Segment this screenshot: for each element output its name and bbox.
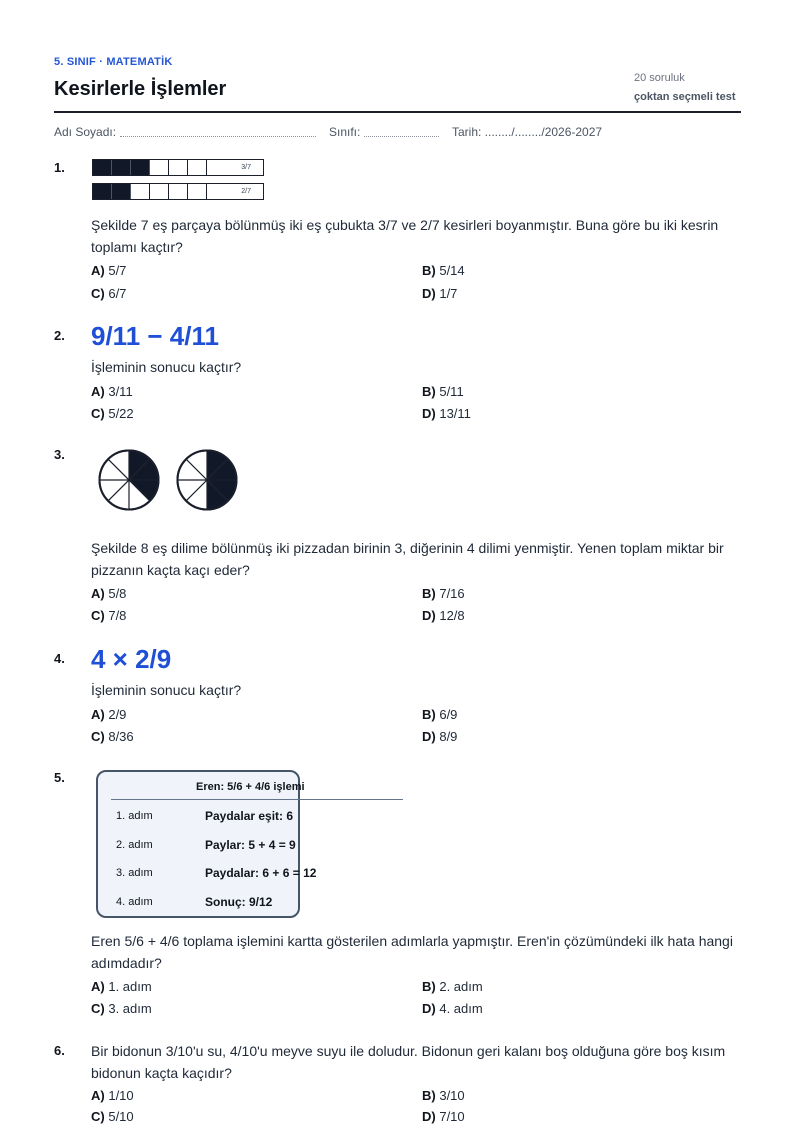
- option-b[interactable]: [422, 384, 464, 399]
- option-c[interactable]: [91, 406, 134, 421]
- option-value: 1/10: [108, 1088, 134, 1103]
- bar-segment-filled: [131, 160, 150, 175]
- step-value: Paydalar: 6 + 6 = 12: [205, 866, 317, 880]
- option-value: 2. adım: [439, 979, 483, 994]
- option-b[interactable]: [422, 1088, 465, 1103]
- option-letter: B): [422, 586, 436, 601]
- step-label: 3. adım: [116, 867, 153, 879]
- step-value: Paydalar eşit: 6: [205, 809, 294, 823]
- option-d[interactable]: [422, 608, 465, 623]
- bar-segment-filled: [93, 160, 112, 175]
- step-value: Paylar: 5 + 4 = 9: [205, 838, 296, 852]
- option-value: 7/16: [439, 586, 465, 601]
- option-b[interactable]: [422, 707, 457, 722]
- option-c[interactable]: [91, 729, 134, 744]
- test-type: çoktan seçmeli test: [634, 91, 736, 103]
- option-value: 8/9: [439, 729, 458, 744]
- question-number: 5.: [54, 770, 65, 785]
- math-expression: 9/11 − 4/11: [91, 321, 219, 351]
- question-number: 6.: [54, 1043, 65, 1058]
- pizza-2: [178, 451, 237, 510]
- question-text: İşleminin sonucu kaçtır?: [91, 359, 242, 375]
- option-value: 4. adım: [439, 1001, 483, 1016]
- option-letter: B): [422, 1088, 436, 1103]
- step-label: 1. adım: [116, 810, 153, 822]
- bar-segment: [169, 160, 188, 175]
- option-letter: C): [91, 286, 105, 301]
- option-c[interactable]: [91, 286, 126, 301]
- option-value: 7/10: [439, 1109, 465, 1124]
- option-letter: C): [91, 1001, 105, 1016]
- option-value: 6/9: [439, 707, 458, 722]
- question-number: 4.: [54, 651, 65, 666]
- pizza-figure: [96, 448, 242, 514]
- question-text: Eren 5/6 + 4/6 toplama işlemini kartta gösterilen adımlarla yapmıştır. Eren'in çözümündeki ilk hata hangi adımdadır?: [91, 933, 733, 971]
- fraction-bar: [92, 183, 264, 200]
- option-value: 1/7: [439, 286, 458, 301]
- option-letter: D): [422, 729, 436, 744]
- question-number: 1.: [54, 160, 65, 175]
- option-letter: B): [422, 384, 436, 399]
- option-a[interactable]: [91, 586, 126, 601]
- option-letter: D): [422, 1001, 436, 1016]
- math-expression: 4 × 2/9: [91, 644, 172, 674]
- option-letter: B): [422, 707, 436, 722]
- option-letter: C): [91, 729, 105, 744]
- option-a[interactable]: [91, 263, 126, 278]
- option-value: 3/11: [108, 384, 133, 399]
- option-letter: A): [91, 586, 105, 601]
- option-letter: A): [91, 979, 105, 994]
- option-letter: D): [422, 406, 436, 421]
- option-c[interactable]: [91, 1109, 134, 1124]
- bar-segment-filled: [112, 184, 131, 199]
- bar-segment: [131, 184, 150, 199]
- bar-segment: [188, 160, 207, 175]
- option-value: 5/22: [108, 406, 134, 421]
- option-letter: C): [91, 1109, 105, 1124]
- option-letter: B): [422, 263, 436, 278]
- option-b[interactable]: [422, 979, 483, 994]
- option-value: 8/36: [108, 729, 134, 744]
- date-label: Tarih: ......../......../2026-2027: [452, 125, 603, 139]
- option-letter: C): [91, 406, 105, 421]
- option-a[interactable]: [91, 1088, 134, 1103]
- step-label: 2. adım: [116, 839, 153, 851]
- class-label: Sınıfı:: [329, 125, 361, 139]
- question-count: 20 soruluk: [634, 72, 685, 84]
- option-value: 1. adım: [108, 979, 152, 994]
- bar-segment: [169, 184, 188, 199]
- option-value: 5/10: [108, 1109, 134, 1124]
- option-d[interactable]: [422, 406, 471, 421]
- header-rule: [54, 111, 741, 113]
- option-d[interactable]: [422, 286, 457, 301]
- name-label: Adı Soyadı:: [54, 125, 117, 139]
- option-letter: B): [422, 979, 436, 994]
- name-field[interactable]: [120, 136, 316, 137]
- option-c[interactable]: [91, 608, 126, 623]
- question-text: İşleminin sonucu kaçtır?: [91, 682, 242, 698]
- option-value: 6/7: [108, 286, 127, 301]
- question-text: Şekilde 7 eş parçaya bölünmüş iki eş çubukta 3/7 ve 2/7 kesirleri boyanmıştır. Buna göre bu iki kesrin toplamı kaçtır?: [91, 217, 719, 255]
- option-value: 7/8: [108, 608, 127, 623]
- option-letter: A): [91, 1088, 105, 1103]
- option-value: 3. adım: [108, 1001, 152, 1016]
- option-letter: D): [422, 1109, 436, 1124]
- question-text: Bir bidonun 3/10'u su, 4/10'u meyve suyu ile doludur. Bidonun geri kalanı boş olduğuna göre boş kısım bidonun kaçta kaçıdır?: [91, 1043, 726, 1081]
- option-letter: A): [91, 263, 105, 278]
- bar-label: 2/7: [241, 188, 251, 195]
- option-a[interactable]: [91, 384, 133, 399]
- option-a[interactable]: [91, 979, 152, 994]
- bar-segment: [188, 184, 207, 199]
- option-value: 5/14: [439, 263, 465, 278]
- class-field[interactable]: [364, 136, 439, 137]
- option-value: 12/8: [439, 608, 465, 623]
- question-number: 2.: [54, 328, 65, 343]
- bar-segment: [150, 184, 169, 199]
- pizza-1: [100, 451, 159, 510]
- grade-subject: 5. SINIF · MATEMATİK: [54, 56, 173, 68]
- option-letter: A): [91, 707, 105, 722]
- option-d[interactable]: [422, 729, 457, 744]
- option-value: 3/10: [439, 1088, 465, 1103]
- step-label: 4. adım: [116, 896, 153, 908]
- bar-segment: [150, 160, 169, 175]
- card-title: Eren: 5/6 + 4/6 işlemi: [196, 781, 305, 793]
- option-value: 2/9: [108, 707, 127, 722]
- bar-segment-filled: [112, 160, 131, 175]
- option-value: 13/11: [439, 406, 471, 421]
- option-b[interactable]: [422, 586, 465, 601]
- option-d[interactable]: [422, 1001, 483, 1016]
- option-value: 5/11: [439, 384, 464, 399]
- option-letter: D): [422, 286, 436, 301]
- page-title: Kesirlerle İşlemler: [54, 78, 227, 100]
- bar-label: 3/7: [241, 164, 251, 171]
- option-value: 5/8: [108, 586, 127, 601]
- option-b[interactable]: [422, 263, 465, 278]
- bar-segment-filled: [93, 184, 112, 199]
- option-letter: C): [91, 608, 105, 623]
- option-c[interactable]: [91, 1001, 152, 1016]
- step-value: Sonuç: 9/12: [205, 895, 273, 909]
- option-a[interactable]: [91, 707, 126, 722]
- option-letter: A): [91, 384, 105, 399]
- option-d[interactable]: [422, 1109, 465, 1124]
- question-number: 3.: [54, 447, 65, 462]
- question-text: Şekilde 8 eş dilime bölünmüş iki pizzadan birinin 3, diğerinin 4 dilimi yenmiştir. Yenen toplam miktar bir pizzanın kaçta kaçı eder?: [91, 540, 724, 578]
- card-divider: [111, 799, 403, 800]
- option-letter: D): [422, 608, 436, 623]
- fraction-bar: [92, 159, 264, 176]
- option-value: 5/7: [108, 263, 127, 278]
